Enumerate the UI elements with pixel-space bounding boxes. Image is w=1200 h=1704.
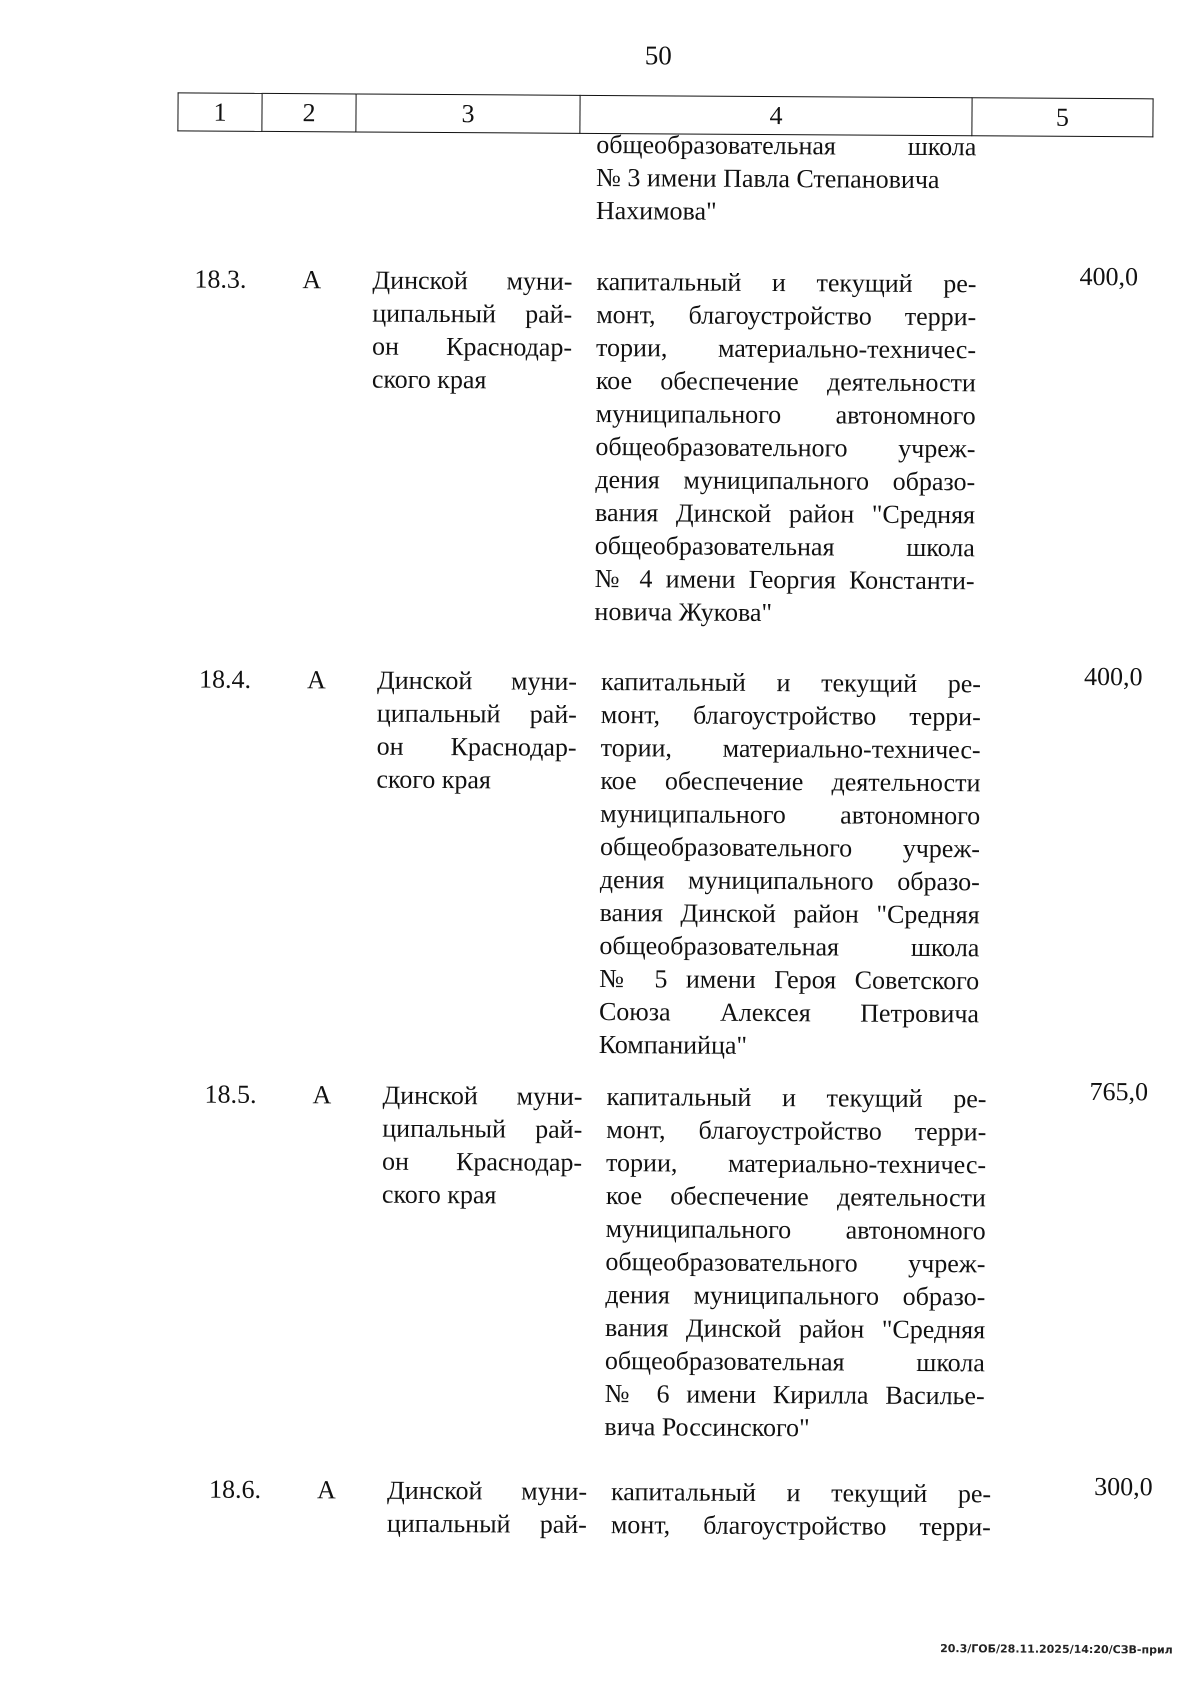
purpose-cell xyxy=(594,265,976,630)
row-number: 18.5. xyxy=(204,1079,257,1109)
text-line: общеобразовательная школа xyxy=(594,530,975,563)
text-line: общеобразовательного учреж- xyxy=(605,1247,986,1279)
amount-cell: 765,0 xyxy=(1089,1076,1149,1107)
text-line: он Краснодар- xyxy=(382,1146,583,1177)
purpose-cell xyxy=(611,1475,991,1543)
column-header-5: 5 xyxy=(972,98,1153,137)
recipient-cell xyxy=(372,264,573,397)
text-line: монт, благоустройство терри- xyxy=(606,1115,987,1147)
text-line: № 6 имени Кирилла Василье- xyxy=(604,1379,985,1411)
row-type: А xyxy=(302,265,322,295)
text-line: кое обеспечение деятельности xyxy=(595,365,976,398)
text-line: тории, материально-техничес- xyxy=(595,332,977,365)
text-line: Динской муни- xyxy=(382,1080,583,1111)
row-type: А xyxy=(312,1080,332,1110)
text-line: ского края xyxy=(376,764,492,795)
text-line: № 5 имени Героя Советского xyxy=(599,963,980,996)
text-line: капитальный и текущий ре- xyxy=(596,266,977,299)
amount-cell: 300,0 xyxy=(1094,1472,1153,1502)
text-line: ципальный рай- xyxy=(372,298,573,329)
text-line: Нахимова" xyxy=(595,195,717,226)
text-line: он Краснодар- xyxy=(376,731,577,762)
text-line: ципальный рай- xyxy=(382,1113,583,1144)
text-line: Динской муни- xyxy=(386,1475,588,1506)
amount-cell: 400,0 xyxy=(1083,661,1143,692)
text-line: вания Динской район "Средняя xyxy=(599,897,980,930)
text-line: дения муниципального образо- xyxy=(595,464,976,497)
text-line: дения муниципального образо- xyxy=(599,864,980,897)
page-number: 50 xyxy=(644,40,672,71)
text-line: общеобразовательного учреж- xyxy=(599,832,981,864)
text-line: № 3 имени Павла Степановича xyxy=(596,162,940,195)
text-line: монт, благоустройство терри- xyxy=(600,700,981,732)
purpose-cell xyxy=(599,665,981,1063)
row-type: А xyxy=(316,1475,336,1505)
recipient-cell xyxy=(382,1079,583,1212)
text-line: кое обеспечение деятельности xyxy=(605,1181,986,1213)
text-line: вича Россинского" xyxy=(604,1412,810,1443)
text-line: ского края xyxy=(381,1179,497,1210)
text-line: вания Динской район "Средняя xyxy=(604,1313,986,1345)
amount-cell: 400,0 xyxy=(1079,261,1139,292)
text-line: ципальный рай- xyxy=(386,1508,587,1539)
text-line: ского края xyxy=(371,364,487,395)
text-line: он Краснодар- xyxy=(371,331,573,362)
text-line: тории, материально-техничес- xyxy=(600,733,981,765)
text-line: № 4 имени Георгия Константи- xyxy=(594,563,975,596)
continuation-text xyxy=(596,128,977,229)
text-line: новича Жукова" xyxy=(594,596,773,628)
row-type: А xyxy=(306,665,326,695)
purpose-cell xyxy=(604,1080,986,1445)
text-line: общеобразовательного учреж- xyxy=(595,431,976,464)
text-line: монт, благоустройство терри- xyxy=(596,299,977,332)
text-line: Компанийца" xyxy=(598,1029,748,1060)
column-header-2: 2 xyxy=(262,93,356,132)
text-line: муниципального автономного xyxy=(595,398,976,431)
text-line: капитальный и текущий ре- xyxy=(600,667,982,699)
text-line: общеобразовательная школа xyxy=(596,129,977,162)
recipient-cell xyxy=(387,1474,587,1541)
text-line: муниципального автономного xyxy=(600,799,981,831)
row-number: 18.6. xyxy=(208,1474,262,1504)
text-line: Союза Алексея Петровича xyxy=(598,996,980,1029)
text-line: Динской муни- xyxy=(376,665,578,696)
text-line: кое обеспечение деятельности xyxy=(600,766,981,798)
text-line: общеобразовательная школа xyxy=(604,1346,985,1378)
text-line: капитальный и текущий ре- xyxy=(610,1477,992,1509)
text-line: вания Динской район "Средняя xyxy=(594,497,976,530)
column-header-3: 3 xyxy=(356,94,580,133)
registration-stamp: 20.3/ГОБ/28.11.2025/14:20/СЗВ-прил xyxy=(940,1642,1173,1657)
text-line: дения муниципального образо- xyxy=(605,1280,986,1312)
text-line: муниципального автономного xyxy=(605,1214,986,1246)
text-line: ципальный рай- xyxy=(376,698,577,729)
text-line: монт, благоустройство терри- xyxy=(610,1510,991,1542)
column-header-4: 4 xyxy=(580,95,972,135)
text-line: общеобразовательная школа xyxy=(599,930,980,963)
text-line: тории, материально-техничес- xyxy=(606,1148,987,1180)
text-line: Динской муни- xyxy=(372,265,573,296)
text-line: капитальный и текущий ре- xyxy=(606,1082,987,1114)
row-number: 18.3. xyxy=(194,264,247,294)
row-number: 18.4. xyxy=(198,664,252,694)
recipient-cell xyxy=(376,664,577,797)
column-header-1: 1 xyxy=(178,93,262,132)
